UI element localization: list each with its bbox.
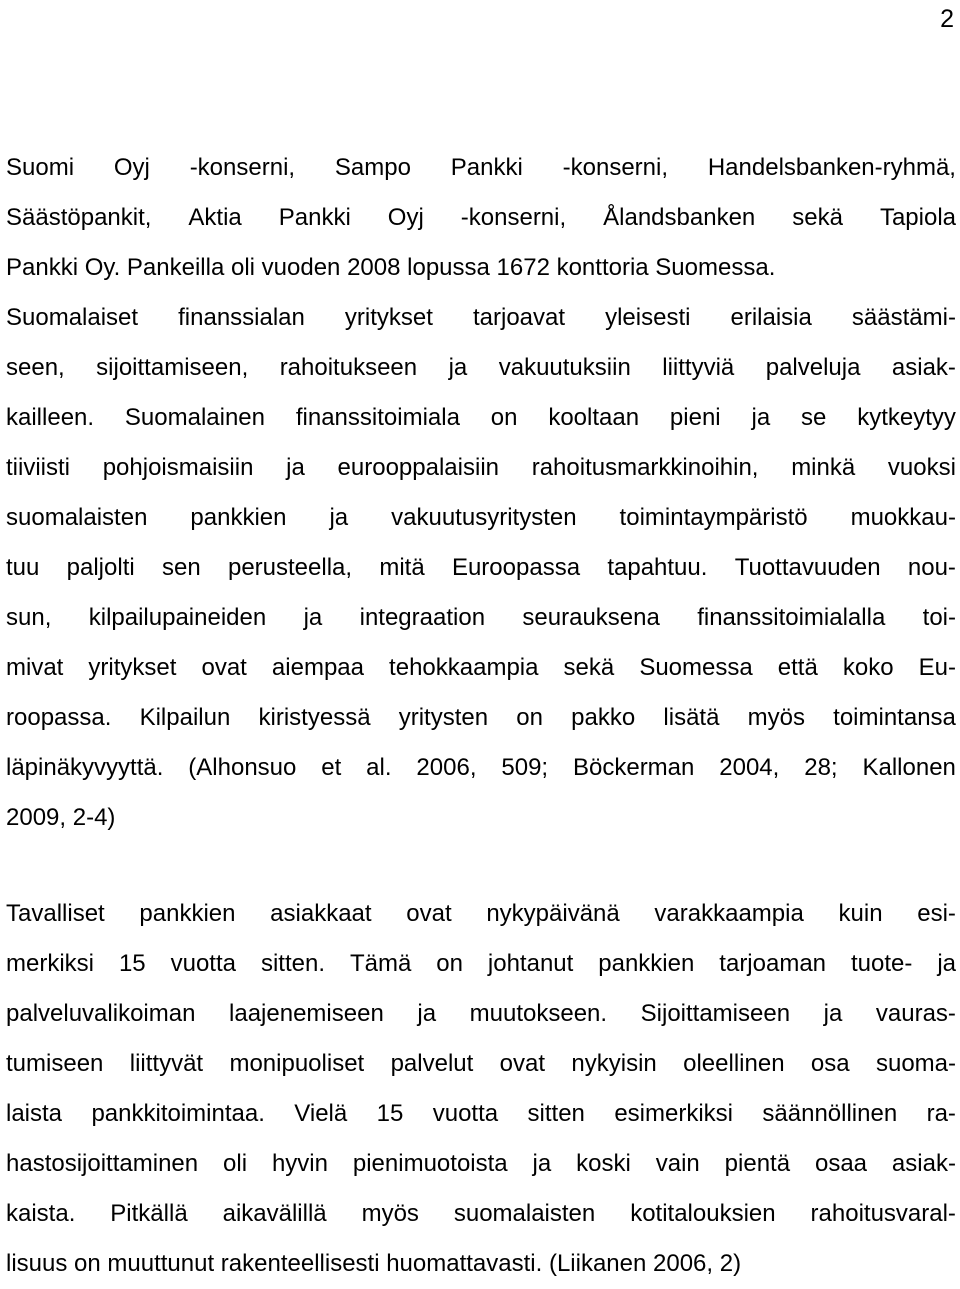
page-number: 2 xyxy=(940,5,954,33)
text-line: suomalaisten pankkien ja vakuutusyritysten toimintaympäristö muokkau- xyxy=(6,504,956,531)
text-line: Suomalaiset finanssialan yritykset tarjoavat yleisesti erilaisia säästämi- xyxy=(6,304,956,331)
text-line: hastosijoittaminen oli hyvin pienimuotoista ja koski vain pientä osaa asiak- xyxy=(6,1150,956,1177)
text-line: laista pankkitoimintaa. Vielä 15 vuotta sitten esimerkiksi säännöllinen ra- xyxy=(6,1100,956,1127)
text-line: Pankki Oy. Pankeilla oli vuoden 2008 lopussa 1672 konttoria Suomessa. xyxy=(6,254,776,281)
text-line: Suomi Oyj -konserni, Sampo Pankki -konserni, Handelsbanken-ryhmä, xyxy=(6,154,956,181)
paragraph-2 xyxy=(6,889,956,1289)
text-line: 2009, 2-4) xyxy=(6,804,116,831)
text-line: tiiviisti pohjoismaisiin ja eurooppalaisiin rahoitusmarkkinoihin, minkä vuoksi xyxy=(6,454,956,481)
text-line: Säästöpankit, Aktia Pankki Oyj -konserni, Ålandsbanken sekä Tapiola xyxy=(6,204,956,231)
text-line: palveluvalikoiman laajenemiseen ja muutokseen. Sijoittamiseen ja vauras- xyxy=(6,1000,956,1027)
text-line: sun, kilpailupaineiden ja integraation seurauksena finanssitoimialalla toi- xyxy=(6,604,956,631)
text-line: tuu paljolti sen perusteella, mitä Euroopassa tapahtuu. Tuottavuuden nou- xyxy=(6,554,956,581)
text-line: kailleen. Suomalainen finanssitoimiala on kooltaan pieni ja se kytkeytyy xyxy=(6,404,956,431)
text-line: läpinäkyvyyttä. (Alhonsuo et al. 2006, 509; Böckerman 2004, 28; Kallonen xyxy=(6,754,956,781)
text-line: kaista. Pitkällä aikavälillä myös suomalaisten kotitalouksien rahoitusvaral- xyxy=(6,1200,956,1227)
text-line: seen, sijoittamiseen, rahoitukseen ja vakuutuksiin liittyviä palveluja asiak- xyxy=(6,354,956,381)
text-line: mivat yritykset ovat aiempaa tehokkaampia sekä Suomessa että koko Eu- xyxy=(6,654,956,681)
paragraph-1 xyxy=(6,143,956,843)
text-line: lisuus on muuttunut rakenteellisesti huomattavasti. (Liikanen 2006, 2) xyxy=(6,1250,742,1277)
text-line: roopassa. Kilpailun kiristyessä yritysten on pakko lisätä myös toimintansa xyxy=(6,704,956,731)
text-line: merkiksi 15 vuotta sitten. Tämä on johtanut pankkien tarjoaman tuote- ja xyxy=(6,950,956,977)
text-line: tumiseen liittyvät monipuoliset palvelut ovat nykyisin oleellinen osa suoma- xyxy=(6,1050,956,1077)
text-line: Tavalliset pankkien asiakkaat ovat nykypäivänä varakkaampia kuin esi- xyxy=(6,900,956,927)
